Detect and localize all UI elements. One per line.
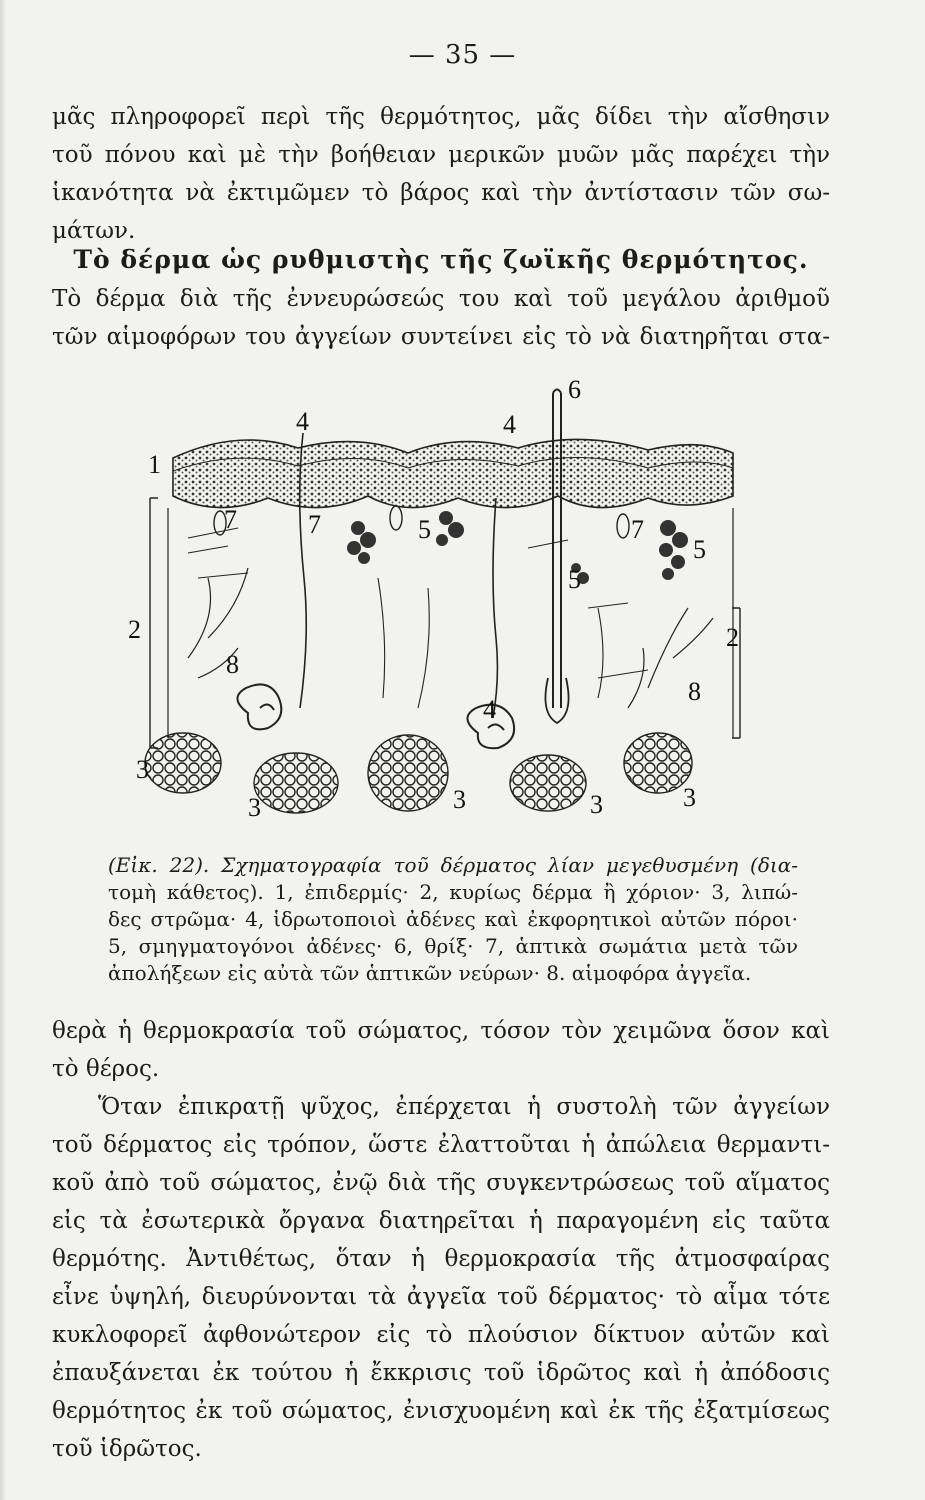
- label-3: 3: [136, 755, 149, 784]
- text-line: τοῦ δέρματος εἰς τρόπον, ὥστε ἐλαττοῦται ἡ ἀπώλεια θερμαντι-: [52, 1132, 830, 1158]
- body-paragraphs: [52, 1012, 830, 1468]
- page-number: — 35 —: [408, 40, 517, 70]
- text-line: εἶνε ὑψηλή, διευρύνονται τὰ ἀγγεῖα τοῦ δέρματος· τὸ αἷμα τότε: [52, 1284, 830, 1310]
- text-line: θερμότητος ἐκ τοῦ σώματος, ἐνισχυομένη καὶ ἐκ τῆς ἐξατμίσεως: [52, 1398, 830, 1424]
- label-5: 5: [693, 535, 706, 564]
- skin-section-figure: [128, 378, 748, 828]
- text-line: κυκλοφορεῖ ἀφθονώτερον εἰς τὸ πλούσιον δίκτυον αὐτῶν καὶ: [52, 1322, 830, 1348]
- label-8: 8: [226, 650, 239, 679]
- label-5: 5: [418, 515, 431, 544]
- label-3: 3: [590, 790, 603, 819]
- text-line: ἱκανότητα νὰ ἐκτιμῶμεν τὸ βάρος καὶ τὴν ἀντίστασιν τῶν σω-: [52, 180, 830, 206]
- text-line: θερὰ ἡ θερμοκρασία τοῦ σώματος, τόσον τὸν χειμῶνα ὅσον καὶ: [52, 1018, 830, 1044]
- caption-line: (Εἰκ. 22). Σχηματογραφία τοῦ δέρματος λίαν μεγεθυσμένη (δια-: [108, 853, 798, 877]
- intro-paragraph: [52, 98, 830, 250]
- label-4: 4: [296, 407, 309, 436]
- section-heading: Τὸ δέρμα ὡς ρυθμιστὴς τῆς ζωϊκῆς θερμότητος.: [73, 245, 809, 274]
- label-3: 3: [453, 785, 466, 814]
- label-4: 4: [483, 695, 496, 724]
- section: [52, 240, 830, 356]
- label-2: 2: [128, 615, 141, 644]
- text-line: μᾶς πληροφορεῖ περὶ τῆς θερμότητος, μᾶς δίδει τὴν αἴσθησιν: [52, 104, 830, 130]
- text-line: ἐπαυξάνεται ἐκ τούτου ἡ ἔκκρισις τοῦ ἱδρῶτος καὶ ἡ ἀπόδοσις: [52, 1360, 830, 1386]
- sweat-duct: [493, 498, 497, 718]
- caption-line: δες στρῶμα· 4, ἱδρωτοποιοὶ ἀδένες καὶ ἐκφορητικοὶ αὐτῶν πόροι·: [108, 907, 798, 931]
- text-line: κοῦ ἀπὸ τοῦ σώματος, ἐνῷ διὰ τῆς συγκεντρώσεως τοῦ αἵματος: [52, 1170, 830, 1196]
- label-3: 3: [683, 783, 696, 812]
- caption-line: τομὴ κάθετος). 1, ἐπιδερμίς· 2, κυρίως δέρμα ἢ χόριον· 3, λιπώ-: [108, 880, 798, 904]
- epidermis-layer: [173, 439, 733, 507]
- label-8: 8: [688, 677, 701, 706]
- text-line: Ὅταν ἐπικρατῇ ψῦχος, ἐπέρχεται ἡ συστολὴ τῶν ἀγγείων: [98, 1094, 830, 1120]
- hair: [553, 390, 561, 709]
- sweat-gland-coil: [237, 684, 281, 729]
- caption-line: ἀπολήξεων εἰς αὐτὰ τῶν ἁπτικῶν νεύρων· 8. αἱμοφόρα ἀγγεῖα.: [108, 961, 752, 985]
- label-3: 3: [248, 793, 261, 822]
- page-edge: [0, 0, 6, 1500]
- label-5: 5: [568, 565, 581, 594]
- text-line: τοῦ πόνου καὶ μὲ τὴν βοήθειαν μερικῶν μυῶν μᾶς παρέχει τὴν: [52, 142, 830, 168]
- label-7: 7: [631, 515, 644, 544]
- label-7: 7: [308, 510, 321, 539]
- text-line: τῶν αἱμοφόρων του ἀγγείων συντείνει εἰς τὸ νὰ διατηρῆται στα-: [52, 324, 830, 350]
- text-line: Τὸ δέρμα διὰ τῆς ἐννευρώσεώς του καὶ τοῦ μεγάλου ἀριθμοῦ: [52, 286, 830, 312]
- blood-vessels: [188, 568, 713, 708]
- label-6: 6: [568, 378, 581, 404]
- label-2: 2: [726, 623, 739, 652]
- text-line: μάτων.: [52, 218, 136, 244]
- dermis-layer: [168, 508, 733, 738]
- label-4: 4: [503, 410, 516, 439]
- label-1: 1: [148, 450, 161, 479]
- text-line: εἰς τὰ ἐσωτερικὰ ὄργανα διατηρεῖται ἡ παραγομένη εἰς ταῦτα: [52, 1208, 830, 1234]
- text-line: θερμότης. Ἀντιθέτως, ὅταν ἡ θερμοκρασία τῆς ἀτμοσφαίρας: [52, 1246, 830, 1272]
- figure-caption: [108, 852, 798, 987]
- caption-line: 5, σμηγματογόνοι ἀδένες· 6, θρίξ· 7, ἁπτικὰ σωμάτια μετὰ τῶν: [108, 934, 798, 958]
- text-line: τοῦ ἱδρῶτος.: [52, 1436, 202, 1462]
- label-7: 7: [224, 505, 237, 534]
- text-line: τὸ θέρος.: [52, 1056, 160, 1082]
- fat-lobules: [145, 733, 692, 813]
